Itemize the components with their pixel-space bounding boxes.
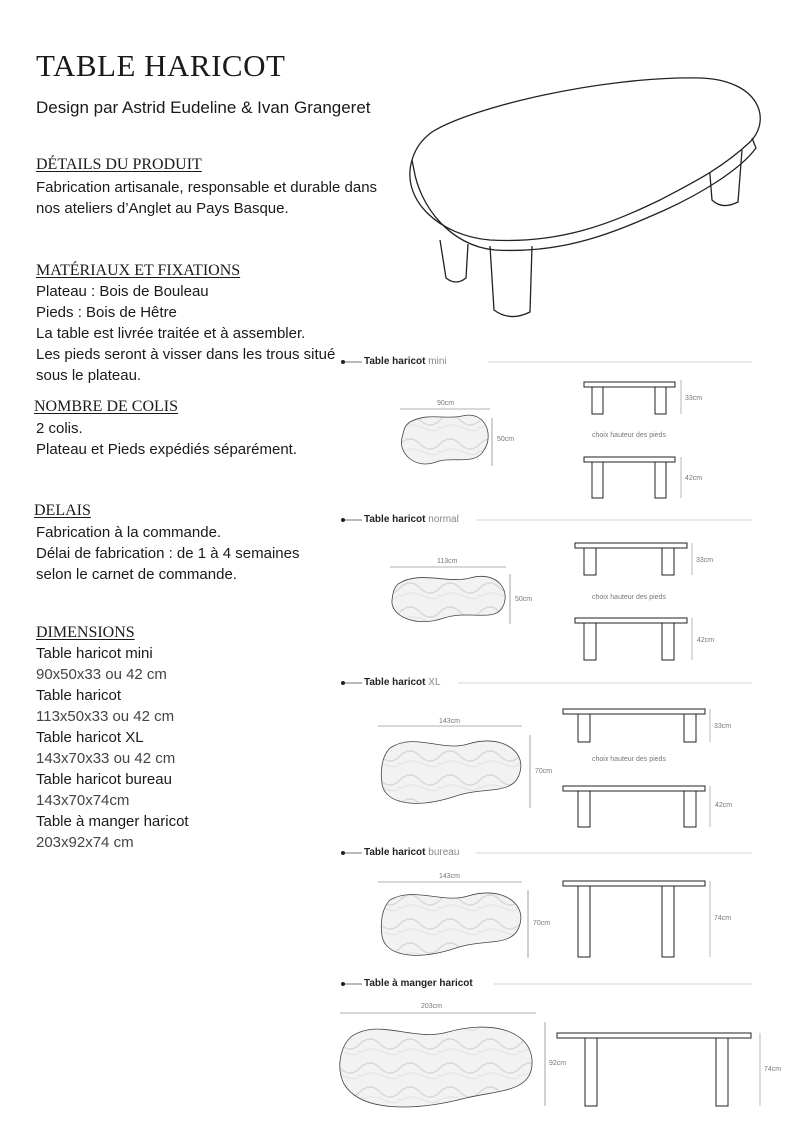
- packages-text: 2 colis. Plateau et Pieds expédiés séparément.: [36, 420, 297, 458]
- dim-name: Table haricot XL: [36, 729, 144, 746]
- packages-heading: NOMBRE DE COLIS: [34, 398, 179, 415]
- section-normal-title: Table haricot normal: [364, 514, 459, 525]
- delays-heading: DELAIS: [34, 502, 91, 519]
- top-view-mini: [400, 409, 492, 466]
- dim-size: 90x50x33 ou 42 cm: [36, 666, 167, 683]
- mini-h1-label: 33cm: [685, 395, 703, 402]
- dining-depth-label: 92cm: [549, 1060, 567, 1067]
- page-title: TABLE HARICOT: [36, 48, 286, 83]
- xl-choice-label: choix hauteur des pieds: [592, 756, 666, 763]
- dim-size: 113x50x33 ou 42 cm: [36, 708, 175, 725]
- bureau-height-label: 74cm: [714, 915, 732, 922]
- xl-depth-label: 70cm: [535, 768, 553, 775]
- dim-name: Table haricot mini: [36, 645, 153, 662]
- dim-size: 203x92x74 cm: [36, 834, 134, 851]
- section-dining-title: Table à manger haricot: [364, 978, 473, 989]
- dim-name: Table haricot: [36, 687, 122, 704]
- details-text: Fabrication artisanale, responsable et durable dans nos ateliers d’Anglet au Pays Basque.: [36, 179, 378, 217]
- section-xl-title: Table haricot XL: [364, 677, 441, 688]
- dining-width-label: 203cm: [421, 1003, 443, 1010]
- xl-h1-label: 33cm: [714, 723, 732, 730]
- side-view-bureau: [563, 881, 705, 957]
- section-bureau-title: Table haricot bureau: [364, 847, 460, 858]
- page-subtitle: Design par Astrid Eudeline & Ivan Grangeret: [36, 98, 371, 117]
- normal-h1-label: 33cm: [696, 557, 714, 564]
- delays-text: Fabrication à la commande. Délai de fabrication : de 1 à 4 semaines selon le carnet de commande.: [36, 524, 300, 583]
- mini-choice-label: choix hauteur des pieds: [592, 432, 666, 439]
- side-view-normal-42: [575, 618, 687, 660]
- materials-heading: MATÉRIAUX ET FIXATIONS: [36, 262, 241, 279]
- table-illustration: [410, 78, 760, 317]
- side-view-xl-42: [563, 786, 705, 827]
- dim-size: 143x70x74cm: [36, 792, 130, 809]
- normal-depth-label: 50cm: [515, 596, 533, 603]
- bureau-width-label: 143cm: [439, 873, 461, 880]
- top-view-bureau: [378, 882, 528, 958]
- dim-name: Table à manger haricot: [36, 813, 189, 830]
- side-view-dining: [557, 1033, 751, 1106]
- xl-h2-label: 42cm: [715, 802, 733, 809]
- section-mini-title: Table haricot mini: [364, 356, 447, 367]
- dim-size: 143x70x33 ou 42 cm: [36, 750, 176, 767]
- normal-choice-label: choix hauteur des pieds: [592, 594, 666, 601]
- details-heading: DÉTAILS DU PRODUIT: [36, 156, 202, 173]
- normal-h2-label: 42cm: [697, 637, 715, 644]
- top-view-xl: [378, 726, 530, 808]
- dining-height-label: 74cm: [764, 1066, 782, 1073]
- dimensions-heading: DIMENSIONS: [36, 624, 135, 641]
- mini-h2-label: 42cm: [685, 475, 703, 482]
- side-view-xl-33: [563, 709, 705, 742]
- mini-depth-label: 50cm: [497, 436, 515, 443]
- mini-width-label: 90cm: [437, 400, 455, 407]
- bureau-depth-label: 70cm: [533, 920, 551, 927]
- dim-name: Table haricot bureau: [36, 771, 172, 788]
- side-view-mini-42: [584, 457, 675, 498]
- top-view-dining: [340, 1013, 545, 1107]
- side-view-normal-33: [575, 543, 687, 575]
- top-view-normal: [390, 567, 510, 624]
- normal-width-label: 113cm: [437, 558, 458, 565]
- materials-text: Plateau : Bois de Bouleau Pieds : Bois de Hêtre La table est livrée traitée et à assembler. Les pieds seront à visser dans les trous situé sous le plateau.: [36, 283, 336, 384]
- side-view-mini-33: [584, 382, 675, 414]
- xl-width-label: 143cm: [439, 718, 461, 725]
